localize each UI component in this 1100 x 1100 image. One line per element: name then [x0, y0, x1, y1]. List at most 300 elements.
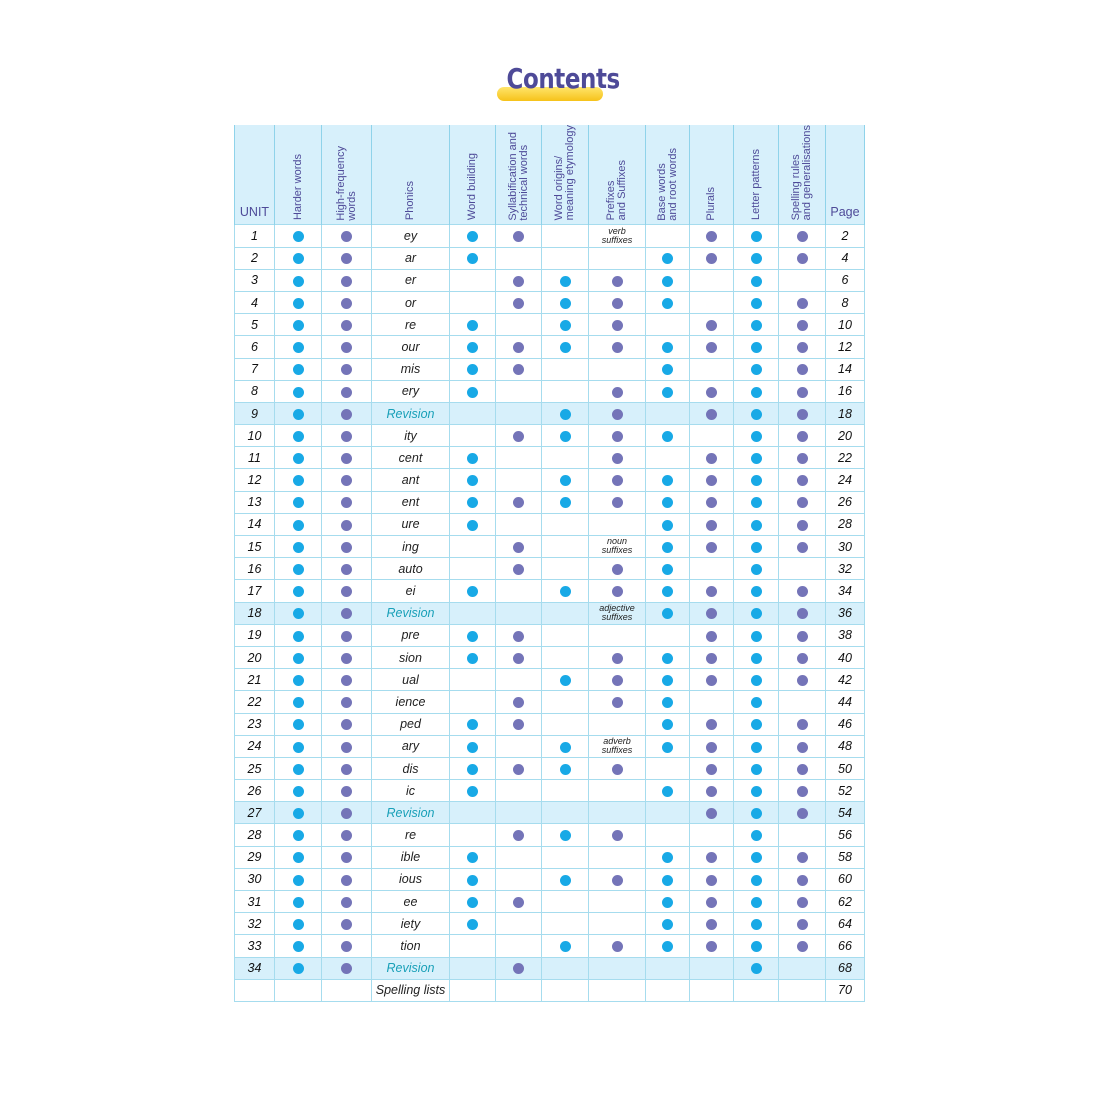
letter-patterns-cell: [734, 425, 779, 447]
letter-patterns-cell: [734, 669, 779, 691]
syllabification-cell: [496, 225, 542, 247]
page-number: 20: [826, 425, 865, 447]
letter-patterns-cell: [734, 824, 779, 846]
cyan-dot-icon: [751, 342, 762, 353]
purple-dot-icon: [706, 497, 717, 508]
purple-dot-icon: [797, 653, 808, 664]
base-words-cell: [646, 624, 690, 646]
purple-dot-icon: [341, 364, 352, 375]
purple-dot-icon: [706, 897, 717, 908]
high-frequency-cell: [322, 291, 372, 313]
base-words-cell: [646, 447, 690, 469]
phonics-cell: ei: [372, 580, 450, 602]
word-origins-cell: [542, 358, 589, 380]
purple-dot-icon: [612, 342, 623, 353]
spelling-rules-cell: [779, 469, 826, 491]
letter-patterns-cell: [734, 225, 779, 247]
page-number: 26: [826, 491, 865, 513]
prefixes-suffixes-cell: [589, 425, 646, 447]
syllabification-cell: [496, 469, 542, 491]
phonics-cell: auto: [372, 558, 450, 580]
purple-dot-icon: [797, 941, 808, 952]
base-words-cell: [646, 558, 690, 580]
prefixes-suffixes-cell: [589, 380, 646, 402]
cyan-dot-icon: [751, 431, 762, 442]
purple-dot-icon: [706, 608, 717, 619]
word-origins-cell: [542, 491, 589, 513]
unit-number: 31: [235, 891, 275, 913]
prefixes-suffixes-cell: [589, 580, 646, 602]
high-frequency-cell: [322, 957, 372, 979]
page-number: 46: [826, 713, 865, 735]
spelling-rules-cell: [779, 380, 826, 402]
syllabification-cell: [496, 425, 542, 447]
high-frequency-cell: [322, 868, 372, 890]
purple-dot-icon: [612, 564, 623, 575]
purple-dot-icon: [341, 276, 352, 287]
high-frequency-cell: [322, 536, 372, 558]
page-number: 40: [826, 646, 865, 668]
plurals-cell: [690, 624, 734, 646]
cyan-dot-icon: [467, 719, 478, 730]
purple-dot-icon: [797, 586, 808, 597]
phonics-cell: re: [372, 314, 450, 336]
purple-dot-icon: [797, 542, 808, 553]
high-frequency-cell: [322, 469, 372, 491]
contents-title: [497, 62, 620, 104]
plurals-cell: [690, 513, 734, 535]
word-origins-cell: [542, 913, 589, 935]
base-words-cell: [646, 713, 690, 735]
purple-dot-icon: [706, 320, 717, 331]
syllabification-cell: [496, 957, 542, 979]
word-origins-cell: [542, 380, 589, 402]
purple-dot-icon: [513, 276, 524, 287]
phonics-cell: Revision: [372, 602, 450, 624]
plurals-cell: [690, 757, 734, 779]
cyan-dot-icon: [662, 564, 673, 575]
phonics-cell: cent: [372, 447, 450, 469]
word-origins-cell: [542, 336, 589, 358]
purple-dot-icon: [341, 520, 352, 531]
phonics-cell: ience: [372, 691, 450, 713]
spelling-rules-cell: [779, 846, 826, 868]
high-frequency-cell: [322, 802, 372, 824]
base-words-cell: [646, 402, 690, 424]
purple-dot-icon: [797, 742, 808, 753]
word-building-cell: [450, 336, 496, 358]
word-origins-cell: [542, 735, 589, 757]
harder-words-cell: [275, 669, 322, 691]
cyan-dot-icon: [560, 497, 571, 508]
prefixes-suffixes-cell: [589, 602, 646, 624]
syllabification-cell: [496, 402, 542, 424]
harder-words-cell: [275, 957, 322, 979]
cyan-dot-icon: [560, 764, 571, 775]
purple-dot-icon: [706, 342, 717, 353]
phonics-cell: or: [372, 291, 450, 313]
purple-dot-icon: [513, 298, 524, 309]
phonics-cell: tion: [372, 935, 450, 957]
prefixes-suffixes-cell: [589, 558, 646, 580]
purple-dot-icon: [797, 475, 808, 486]
cyan-dot-icon: [751, 564, 762, 575]
letter-patterns-cell: [734, 536, 779, 558]
word-origins-cell: [542, 646, 589, 668]
high-frequency-cell: [322, 225, 372, 247]
cyan-dot-icon: [293, 697, 304, 708]
spelling-lists-label: Spelling lists: [372, 979, 450, 1001]
table-row: [235, 602, 865, 624]
cyan-dot-icon: [751, 520, 762, 531]
purple-dot-icon: [341, 586, 352, 597]
high-frequency-cell: [322, 402, 372, 424]
page-number: 50: [826, 757, 865, 779]
table-row: [235, 691, 865, 713]
unit-number: 17: [235, 580, 275, 602]
word-building-cell: [450, 225, 496, 247]
page-number: 64: [826, 913, 865, 935]
word-origins-cell: [542, 713, 589, 735]
word-origins-cell: [542, 247, 589, 269]
letter-patterns-cell: [734, 624, 779, 646]
high-frequency-cell: [322, 336, 372, 358]
cyan-dot-icon: [467, 475, 478, 486]
prefixes-suffixes-cell: [589, 935, 646, 957]
cyan-dot-icon: [467, 764, 478, 775]
purple-dot-icon: [341, 897, 352, 908]
cyan-dot-icon: [293, 719, 304, 730]
cyan-dot-icon: [293, 608, 304, 619]
cyan-dot-icon: [560, 941, 571, 952]
cyan-dot-icon: [293, 298, 304, 309]
purple-dot-icon: [706, 253, 717, 264]
cyan-dot-icon: [560, 742, 571, 753]
syllabification-cell: [496, 513, 542, 535]
cyan-dot-icon: [662, 786, 673, 797]
harder-words-cell: [275, 757, 322, 779]
letter-patterns-cell: [734, 358, 779, 380]
table-row: [235, 425, 865, 447]
empty-cell: [779, 979, 826, 1001]
table-row: [235, 624, 865, 646]
cyan-dot-icon: [662, 431, 673, 442]
harder-words-cell: [275, 225, 322, 247]
purple-dot-icon: [513, 342, 524, 353]
prefixes-suffixes-cell: [589, 314, 646, 336]
phonics-cell: er: [372, 269, 450, 291]
purple-dot-icon: [797, 631, 808, 642]
page-number: 52: [826, 780, 865, 802]
contents-table: [234, 125, 865, 1002]
phonics-cell: ity: [372, 425, 450, 447]
page-number: 8: [826, 291, 865, 313]
spelling-rules-cell: [779, 913, 826, 935]
cyan-dot-icon: [751, 653, 762, 664]
cyan-dot-icon: [662, 475, 673, 486]
cyan-dot-icon: [467, 586, 478, 597]
table-row: [235, 669, 865, 691]
word-origins-cell: [542, 602, 589, 624]
harder-words-cell: [275, 247, 322, 269]
purple-dot-icon: [341, 830, 352, 841]
word-building-cell: [450, 247, 496, 269]
syllabification-cell: [496, 558, 542, 580]
prefixes-suffixes-cell: [589, 780, 646, 802]
word-origins-cell: [542, 757, 589, 779]
spelling-rules-cell: [779, 691, 826, 713]
high-frequency-cell: [322, 757, 372, 779]
purple-dot-icon: [797, 409, 808, 420]
purple-dot-icon: [513, 497, 524, 508]
cyan-dot-icon: [662, 697, 673, 708]
phonics-cell: pre: [372, 624, 450, 646]
cyan-dot-icon: [293, 875, 304, 886]
phonics-cell: mis: [372, 358, 450, 380]
cyan-dot-icon: [467, 231, 478, 242]
purple-dot-icon: [341, 497, 352, 508]
word-origins-cell: [542, 780, 589, 802]
base-words-cell: [646, 425, 690, 447]
word-origins-cell: [542, 536, 589, 558]
spelling-rules-cell: [779, 780, 826, 802]
harder-words-cell: [275, 425, 322, 447]
page-number: 54: [826, 802, 865, 824]
prefixes-suffixes-cell: [589, 846, 646, 868]
empty-cell: [450, 979, 496, 1001]
table-row: [235, 846, 865, 868]
phonics-cell: sion: [372, 646, 450, 668]
cyan-dot-icon: [751, 276, 762, 287]
word-origins-cell: [542, 447, 589, 469]
purple-dot-icon: [612, 409, 623, 420]
unit-number: 4: [235, 291, 275, 313]
page-number: 18: [826, 402, 865, 424]
cyan-dot-icon: [293, 453, 304, 464]
purple-dot-icon: [706, 808, 717, 819]
unit-number: 15: [235, 536, 275, 558]
base-words-cell: [646, 602, 690, 624]
cyan-dot-icon: [751, 919, 762, 930]
unit-number: 30: [235, 868, 275, 890]
cyan-dot-icon: [751, 875, 762, 886]
header-spelling-rules: Spelling rules and generalisations: [779, 125, 826, 225]
purple-dot-icon: [797, 719, 808, 730]
cyan-dot-icon: [751, 298, 762, 309]
harder-words-cell: [275, 558, 322, 580]
cyan-dot-icon: [662, 719, 673, 730]
syllabification-cell: [496, 269, 542, 291]
header-harder-words: Harder words: [275, 125, 322, 225]
purple-dot-icon: [797, 520, 808, 531]
empty-cell: [542, 979, 589, 1001]
purple-dot-icon: [797, 497, 808, 508]
plurals-cell: [690, 536, 734, 558]
prefixes-suffixes-cell: [589, 624, 646, 646]
unit-number: 6: [235, 336, 275, 358]
purple-dot-icon: [341, 963, 352, 974]
plurals-cell: [690, 735, 734, 757]
letter-patterns-cell: [734, 380, 779, 402]
cyan-dot-icon: [560, 586, 571, 597]
prefixes-suffixes-cell: [589, 447, 646, 469]
cyan-dot-icon: [467, 253, 478, 264]
phonics-cell: Revision: [372, 957, 450, 979]
cyan-dot-icon: [751, 631, 762, 642]
word-origins-cell: [542, 314, 589, 336]
spelling-rules-cell: [779, 646, 826, 668]
spelling-rules-cell: [779, 824, 826, 846]
word-building-cell: [450, 624, 496, 646]
unit-number: 33: [235, 935, 275, 957]
page-number: 16: [826, 380, 865, 402]
base-words-cell: [646, 314, 690, 336]
header-page: Page: [826, 125, 865, 225]
spelling-rules-cell: [779, 425, 826, 447]
cyan-dot-icon: [751, 897, 762, 908]
cyan-dot-icon: [293, 564, 304, 575]
spelling-rules-cell: [779, 935, 826, 957]
table-row: [235, 735, 865, 757]
header-plurals: Plurals: [690, 125, 734, 225]
table-row: [235, 957, 865, 979]
purple-dot-icon: [706, 409, 717, 420]
syllabification-cell: [496, 602, 542, 624]
purple-dot-icon: [706, 675, 717, 686]
cyan-dot-icon: [293, 231, 304, 242]
syllabification-cell: [496, 713, 542, 735]
high-frequency-cell: [322, 691, 372, 713]
purple-dot-icon: [341, 231, 352, 242]
cyan-dot-icon: [662, 608, 673, 619]
header-word-origins: Word origins/ meaning etymology: [542, 125, 589, 225]
word-building-cell: [450, 380, 496, 402]
word-building-cell: [450, 425, 496, 447]
header-high-frequency: High-frequency words: [322, 125, 372, 225]
base-words-cell: [646, 735, 690, 757]
word-building-cell: [450, 868, 496, 890]
spelling-rules-cell: [779, 891, 826, 913]
high-frequency-cell: [322, 624, 372, 646]
table-row: [235, 935, 865, 957]
prefixes-suffixes-cell: [589, 491, 646, 513]
syllabification-cell: [496, 380, 542, 402]
harder-words-cell: [275, 891, 322, 913]
syllabification-cell: [496, 247, 542, 269]
table-row: [235, 558, 865, 580]
base-words-cell: [646, 780, 690, 802]
cyan-dot-icon: [467, 653, 478, 664]
unit-number: 13: [235, 491, 275, 513]
syllabification-cell: [496, 913, 542, 935]
high-frequency-cell: [322, 935, 372, 957]
purple-dot-icon: [706, 387, 717, 398]
word-building-cell: [450, 646, 496, 668]
base-words-cell: [646, 891, 690, 913]
prefixes-suffixes-cell: [589, 358, 646, 380]
empty-cell: [734, 979, 779, 1001]
base-words-cell: [646, 513, 690, 535]
purple-dot-icon: [612, 697, 623, 708]
harder-words-cell: [275, 469, 322, 491]
empty-cell: [322, 979, 372, 1001]
harder-words-cell: [275, 646, 322, 668]
word-origins-cell: [542, 291, 589, 313]
word-building-cell: [450, 935, 496, 957]
page-number: 22: [826, 447, 865, 469]
purple-dot-icon: [797, 231, 808, 242]
word-building-cell: [450, 713, 496, 735]
plurals-cell: [690, 269, 734, 291]
harder-words-cell: [275, 336, 322, 358]
cyan-dot-icon: [467, 320, 478, 331]
letter-patterns-cell: [734, 602, 779, 624]
purple-dot-icon: [706, 941, 717, 952]
purple-dot-icon: [797, 875, 808, 886]
purple-dot-icon: [341, 298, 352, 309]
unit-number: 23: [235, 713, 275, 735]
cyan-dot-icon: [560, 675, 571, 686]
harder-words-cell: [275, 602, 322, 624]
phonics-cell: our: [372, 336, 450, 358]
empty-cell: [496, 979, 542, 1001]
harder-words-cell: [275, 536, 322, 558]
cyan-dot-icon: [293, 364, 304, 375]
purple-dot-icon: [513, 564, 524, 575]
cyan-dot-icon: [662, 919, 673, 930]
prefixes-suffixes-cell: [589, 402, 646, 424]
table-row: [235, 513, 865, 535]
cyan-dot-icon: [662, 852, 673, 863]
word-building-cell: [450, 691, 496, 713]
spelling-rules-cell: [779, 624, 826, 646]
base-words-cell: [646, 536, 690, 558]
page-number: 24: [826, 469, 865, 491]
spelling-rules-cell: [779, 536, 826, 558]
plurals-cell: [690, 913, 734, 935]
syllabification-cell: [496, 802, 542, 824]
purple-dot-icon: [797, 298, 808, 309]
cyan-dot-icon: [662, 653, 673, 664]
table-row: [235, 402, 865, 424]
cyan-dot-icon: [751, 830, 762, 841]
plurals-cell: [690, 935, 734, 957]
word-building-cell: [450, 269, 496, 291]
page-number: 12: [826, 336, 865, 358]
word-building-cell: [450, 469, 496, 491]
purple-dot-icon: [513, 697, 524, 708]
base-words-cell: [646, 336, 690, 358]
cyan-dot-icon: [751, 764, 762, 775]
purple-dot-icon: [341, 475, 352, 486]
purple-dot-icon: [706, 764, 717, 775]
prefixes-suffixes-cell: [589, 336, 646, 358]
cyan-dot-icon: [560, 830, 571, 841]
high-frequency-cell: [322, 735, 372, 757]
base-words-cell: [646, 469, 690, 491]
word-building-cell: [450, 780, 496, 802]
letter-patterns-cell: [734, 580, 779, 602]
purple-dot-icon: [797, 431, 808, 442]
spelling-rules-cell: [779, 513, 826, 535]
plurals-cell: [690, 891, 734, 913]
base-words-cell: [646, 247, 690, 269]
word-building-cell: [450, 580, 496, 602]
cyan-dot-icon: [293, 320, 304, 331]
harder-words-cell: [275, 780, 322, 802]
cyan-dot-icon: [662, 875, 673, 886]
letter-patterns-cell: [734, 247, 779, 269]
